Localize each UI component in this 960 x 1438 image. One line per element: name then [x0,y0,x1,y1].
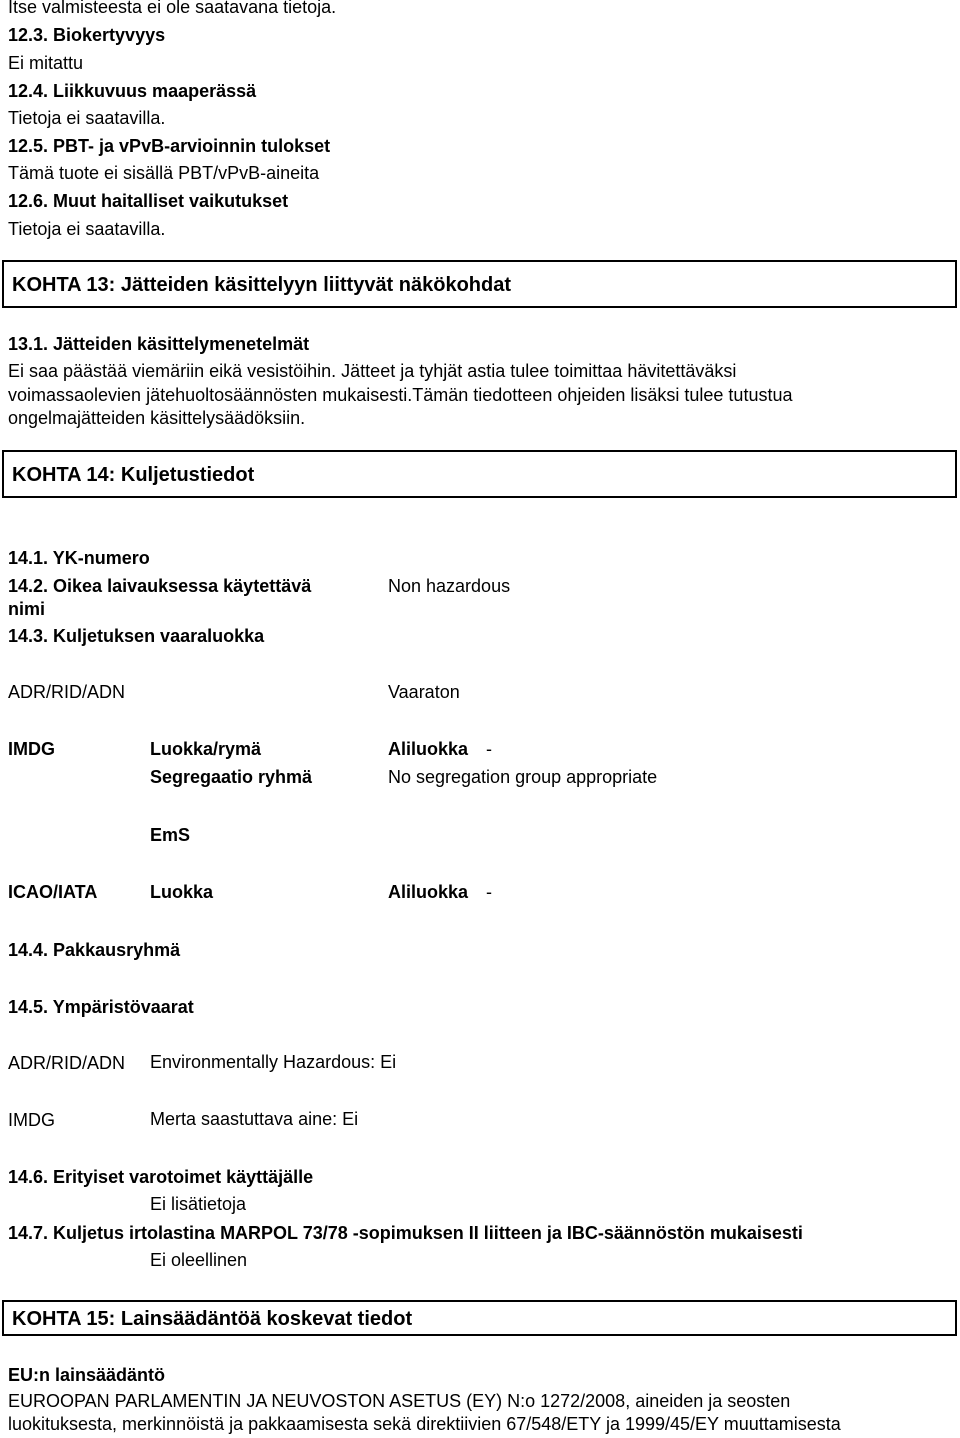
waste-methods-heading: 13.1. Jätteiden käsittelymenetelmät [8,334,310,354]
env-adr-value: Environmentally Hazardous: Ei [150,1052,397,1072]
imdg-segregation-label: Segregaatio ryhmä [150,767,313,787]
user-precautions-value: Ei lisätietoja [150,1194,247,1214]
muut-vaikutukset-heading: 12.6. Muut haitalliset vaikutukset [8,191,289,211]
waste-text-line-1: Ei saa päästää viemäriin eikä vesistöihin. Jätteet ja tyhjät astia tulee toimittaa hävitettäväksi [8,361,737,381]
eu-legislation-line-1: EUROOPAN PARLAMENTIN JA NEUVOSTON ASETUS (EY) N:o 1272/2008, aineiden ja seosten [8,1391,791,1411]
section-14-header [2,450,957,498]
icao-class-label: Luokka [150,882,214,902]
adr-value: Vaaraton [388,682,460,702]
shipping-name-heading: 14.2. Oikea laivauksessa käytettävä [8,576,312,596]
imdg-segregation-value: No segregation group appropriate [388,767,658,787]
imdg-label: IMDG [8,739,55,759]
packing-group-heading: 14.4. Pakkausryhmä [8,940,181,960]
user-precautions-heading: 14.6. Erityiset varotoimet käyttäjälle [8,1167,314,1187]
shipping-name-value: Non hazardous [388,576,511,596]
section-15-title: KOHTA 15: Lainsäädäntöä koskevat tiedot [12,1308,413,1330]
ems-label: EmS [150,825,191,845]
section-13-title: KOHTA 13: Jätteiden käsittelyyn liittyvät näkökohdat [12,274,512,296]
section-14-title: KOHTA 14: Kuljetustiedot [12,464,255,486]
icao-label: ICAO/IATA [8,882,98,902]
biokertyvyys-text: Ei mitattu [8,53,84,73]
waste-text-line-2: voimassaolevien jätehuoltosäännösten mukaisesti.Tämän tiedotteen ohjeiden lisäksi tulee tutustua [8,385,793,405]
eu-legislation-heading: EU:n lainsäädäntö [8,1365,166,1385]
muut-vaikutukset-text: Tietoja ei saatavilla. [8,219,166,239]
env-imdg-label: IMDG [8,1110,55,1130]
imdg-class-label: Luokka/rymä [150,739,262,759]
icao-subclass-value: - [486,882,492,902]
waste-text-line-3: ongelmajätteiden käsittelysäädöksiin. [8,408,306,428]
section-15-header [2,1300,957,1336]
liikkuvuus-heading: 12.4. Liikkuvuus maaperässä [8,81,257,101]
biokertyvyys-heading: 12.3. Biokertyvyys [8,25,166,45]
marpol-heading: 14.7. Kuljetus irtolastina MARPOL 73/78 -sopimuksen II liitteen ja IBC-säännöstön mukaisesti [8,1223,803,1243]
hazard-class-heading: 14.3. Kuljetuksen vaaraluokka [8,626,265,646]
marpol-value: Ei oleellinen [150,1250,248,1270]
liikkuvuus-text: Tietoja ei saatavilla. [8,108,166,128]
imdg-subclass-value: - [486,739,492,759]
icao-subclass-label: Aliluokka [388,882,469,902]
adr-label: ADR/RID/ADN [8,682,126,702]
env-hazards-heading: 14.5. Ympäristövaarat [8,997,194,1017]
env-imdg-value: Merta saastuttava aine: Ei [150,1109,359,1129]
yk-number-heading: 14.1. YK-numero [8,548,150,568]
intro-text: Itse valmisteesta ei ole saatavana tietoja. [8,0,337,17]
shipping-name-heading-cont: nimi [8,599,46,619]
pbt-text: Tämä tuote ei sisällä PBT/vPvB-aineita [8,163,320,183]
pbt-heading: 12.5. PBT- ja vPvB-arvioinnin tulokset [8,136,331,156]
section-13-header [2,260,957,308]
eu-legislation-line-2: luokituksesta, merkinnöistä ja pakkaamisesta sekä direktiivien 67/548/ETY ja 1999/45/EY muuttamisesta [8,1414,841,1434]
imdg-subclass-label: Aliluokka [388,739,469,759]
env-adr-label: ADR/RID/ADN [8,1053,126,1073]
